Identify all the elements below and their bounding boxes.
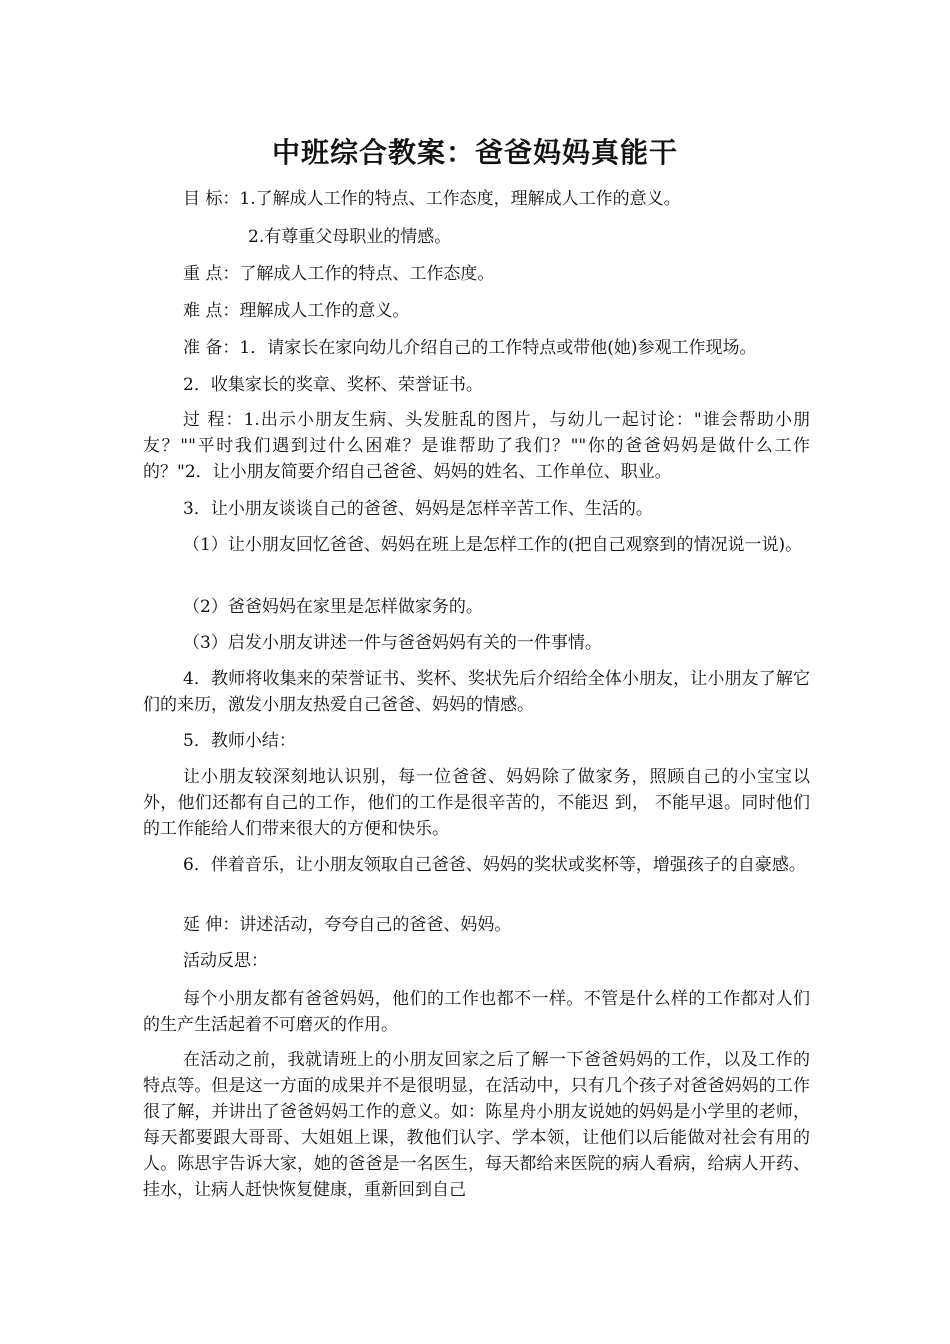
paragraph-preparation-2: 2．收集家长的奖章、奖杯、荣誉证书。 xyxy=(183,375,483,395)
paragraph-extension: 延 伸：讲述活动，夸夸自己的爸爸、妈妈。 xyxy=(183,915,512,935)
paragraph-difficulty: 难 点：理解成人工作的意义。 xyxy=(183,301,410,321)
paragraph-key-point: 重 点：了解成人工作的特点、工作态度。 xyxy=(183,264,495,284)
paragraph-reflection-heading: 活动反思： xyxy=(183,951,268,971)
paragraph-process-4: 4．教师将收集来的荣誉证书、奖杯、奖状先后介绍给全体小朋友，让小朋友了解它们的来历，激发小朋友热爱自己爸爸、妈妈的情感。 xyxy=(143,669,810,715)
paragraph-reflection-1: 每个小朋友都有爸爸妈妈，他们的工作也都不一样。不管是什么样的工作都对人们的生产生活起着不可磨灭的作用。 xyxy=(143,989,810,1035)
paragraph-process-3: 3．让小朋友谈谈自己的爸爸、妈妈是怎样辛苦工作、生活的。 xyxy=(183,499,653,519)
paragraph-summary: 让小朋友较深刻地认识别，每一位爸爸、妈妈除了做家务，照顾自己的小宝宝以外，他们还都有自己的工作，他们的工作是很辛苦的，不能迟 到， 不能早退。同时他们的工作能给人们带来很大的方便和快乐。 xyxy=(143,767,810,839)
paragraph-reflection-2: 在活动之前，我就请班上的小朋友回家之后了解一下爸爸妈妈的工作，以及工作的特点等。但是这一方面的成果并不是很明显，在活动中，只有几个孩子对爸爸妈妈的工作很了解，并讲出了爸爸妈妈工作的意义。如：陈星舟小朋友说她的妈妈是小学里的老师，每天都要跟大哥哥、大姐姐上课，教他们认字、学本领，让他们以后能做对社会有用的人。陈思宇告诉大家，她的爸爸是一名医生，每天都给来医院的病人看病，给病人开药、挂水，让病人赶快恢复健康，重新回到自己 xyxy=(143,1050,810,1200)
paragraph-goal-1: 目 标：1.了解成人工作的特点、工作态度，理解成人工作的意义。 xyxy=(183,189,681,209)
paragraph-process-1: 过 程：1.出示小朋友生病、头发脏乱的图片，与幼儿一起讨论："谁会帮助小朋友？""平时我们遇到过什么困难？是谁帮助了我们？""你的爸爸妈妈是做什么工作的？"2．让小朋友简要介绍自己爸爸、妈妈的姓名、工作单位、职业。 xyxy=(143,410,810,482)
paragraph-process-3-2: （2）爸爸妈妈在家里是怎样做家务的。 xyxy=(183,597,483,617)
paragraph-goal-2: 2.有尊重父母职业的情感。 xyxy=(248,227,452,247)
paragraph-preparation-1: 准 备：1．请家长在家向幼儿介绍自己的工作特点或带他(她)参观工作现场。 xyxy=(183,338,757,358)
paragraph-process-3-3: （3）启发小朋友讲述一件与爸爸妈妈有关的一件事情。 xyxy=(183,633,602,653)
document-title: 中班综合教案：爸爸妈妈真能干 xyxy=(271,136,678,169)
paragraph-process-3-1: （1）让小朋友回忆爸爸、妈妈在班上是怎样工作的(把自己观察到的情况说一说)。 xyxy=(183,535,803,555)
paragraph-process-6: 6．伴着音乐，让小朋友领取自己爸爸、妈妈的奖状或奖杯等，增强孩子的自豪感。 xyxy=(183,855,806,875)
paragraph-process-5: 5．教师小结： xyxy=(183,731,296,751)
